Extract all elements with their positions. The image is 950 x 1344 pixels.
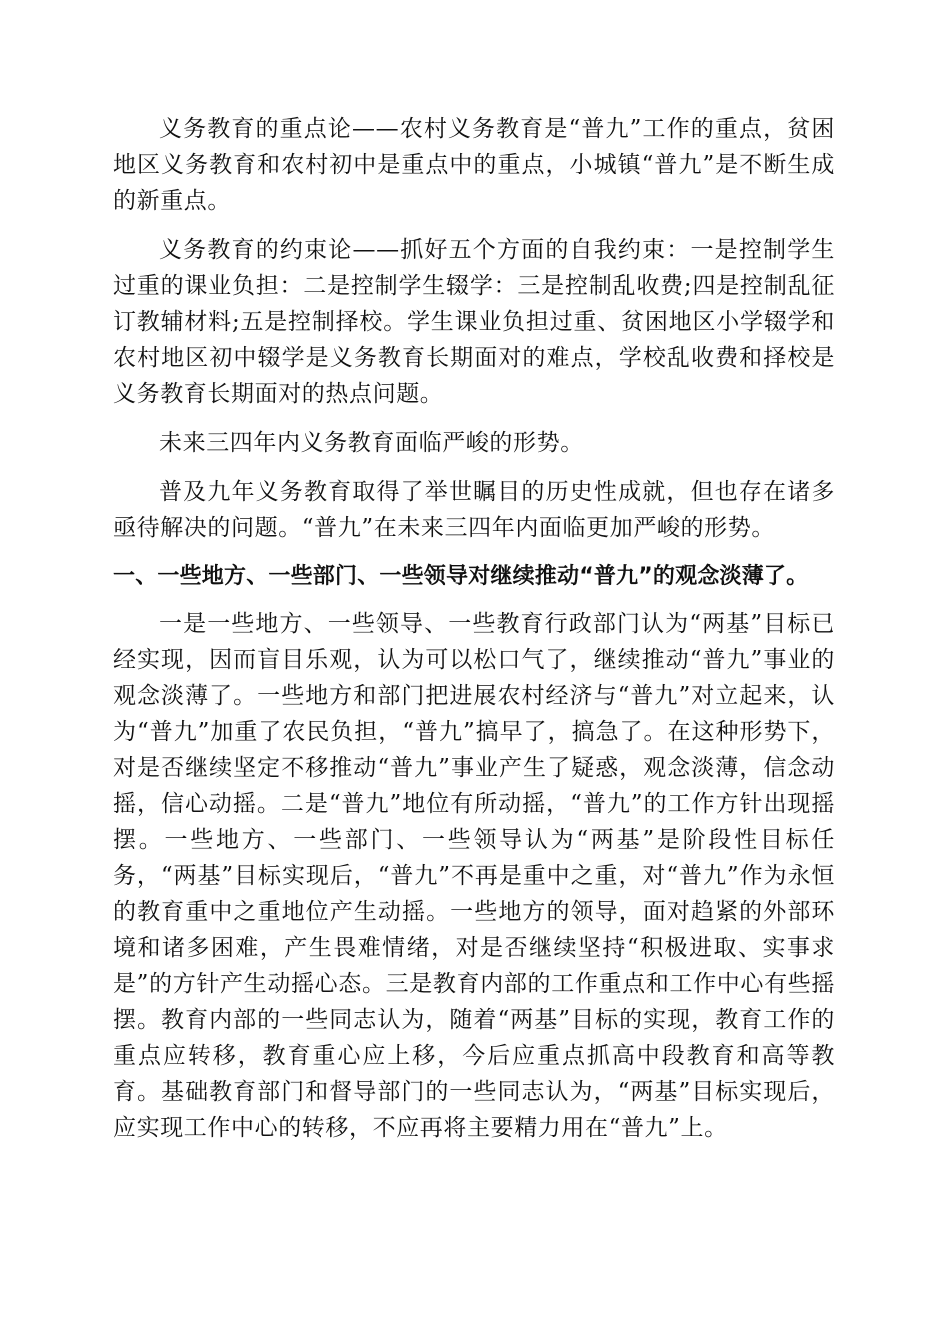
paragraph-constraints: 义务教育的约束论——抓好五个方面的自我约束：一是控制学生过重的课业负担：二是控制学生辍学：三是控制乱收费;四是控制乱征订教辅材料;五是控制择校。学生课业负担过重、贫困地区小学辍学和农村地区初中辍学是义务教育长期面对的难点，学校乱收费和择校是义务教育长期面对的热点问题。	[113, 237, 835, 407]
paragraph-achievements: 普及九年义务教育取得了举世瞩目的历史性成就，但也存在诸多亟待解决的问题。“普九”在未来三四年内面临更加严峻的形势。	[113, 479, 835, 541]
document-page	[113, 111, 835, 1159]
section-heading: 一、一些地方、一些部门、一些领导对继续推动“普九”的观念淡薄了。	[113, 564, 809, 589]
paragraph-body: 一是一些地方、一些领导、一些教育行政部门认为“两基”目标已经实现，因而盲目乐观，认为可以松口气了，继续推动“普九”事业的观念淡薄了。一些地方和部门把进展农村经济与“普九”对立起来，认为“普九”加重了农民负担，“普九”搞早了，搞急了。在这种形势下，对是否继续坚定不移推动“普九”事业产生了疑惑，观念淡薄，信念动摇，信心动摇。二是“普九”地位有所动摇，“普九”的工作方针出现摇摆。一些地方、一些部门、一些领导认为“两基”是阶段性目标任务，“两基”目标实现后，“普九”不再是重中之重，对“普九”作为永恒的教育重中之重地位产生动摇。一些地方的领导，面对趋紧的外部环境和诸多困难，产生畏难情绪，对是否继续坚持“积极进取、实事求是”的方针产生动摇心态。三是教育内部的工作重点和工作中心有些摇摆。教育内部的一些同志认为，随着“两基”目标的实现，教育工作的重点应转移，教育重心应上移，今后应重点抓高中段教育和高等教育。基础教育部门和督导部门的一些同志认为，“两基”目标实现后，应实现工作中心的转移，不应再将主要精力用在“普九”上。	[113, 611, 835, 1141]
paragraph-key-points: 义务教育的重点论——农村义务教育是“普九”工作的重点，贫困地区义务教育和农村初中是重点中的重点，小城镇“普九”是不断生成的新重点。	[113, 116, 835, 214]
paragraph-situation: 未来三四年内义务教育面临严峻的形势。	[159, 430, 584, 456]
